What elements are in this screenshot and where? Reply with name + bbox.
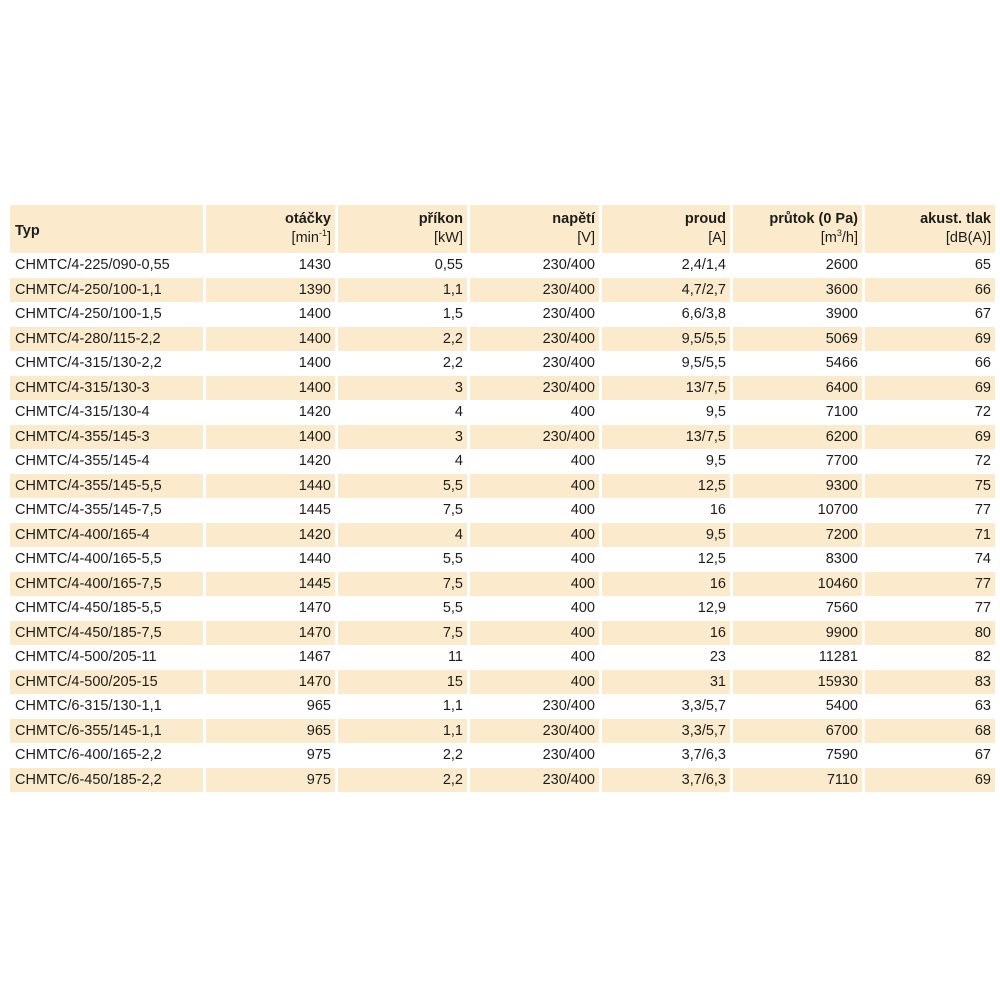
header-name: otáčky	[285, 211, 331, 227]
cell-prutok: 10460	[733, 572, 862, 597]
table-row	[10, 572, 995, 597]
cell-prutok: 2600	[733, 253, 862, 278]
cell-prikon: 1,1	[338, 694, 467, 719]
cell-prutok: 7110	[733, 768, 862, 793]
header-unit: [dB(A)]	[945, 230, 991, 246]
cell-otacky: 1400	[206, 327, 335, 352]
table-row	[10, 425, 995, 450]
cell-typ: CHMTC/4-315/130-4	[10, 400, 203, 425]
unit-post: /h]	[841, 230, 858, 246]
cell-prutok: 5069	[733, 327, 862, 352]
cell-prikon: 0,55	[338, 253, 467, 278]
table-row	[10, 743, 995, 768]
header-unit	[737, 229, 858, 248]
cell-otacky: 1470	[206, 670, 335, 695]
table-row	[10, 253, 995, 278]
cell-napeti: 230/400	[470, 302, 599, 327]
cell-proud: 9,5	[602, 449, 730, 474]
cell-prikon: 2,2	[338, 351, 467, 376]
cell-prutok: 10700	[733, 498, 862, 523]
cell-napeti: 400	[470, 474, 599, 499]
cell-typ: CHMTC/4-280/115-2,2	[10, 327, 203, 352]
table-row	[10, 719, 995, 744]
table-row	[10, 596, 995, 621]
cell-typ: CHMTC/4-315/130-3	[10, 376, 203, 401]
header-proud	[602, 205, 730, 253]
header-napeti	[470, 205, 599, 253]
cell-napeti: 400	[470, 596, 599, 621]
cell-otacky: 1470	[206, 621, 335, 646]
cell-napeti: 230/400	[470, 351, 599, 376]
cell-otacky: 1400	[206, 376, 335, 401]
cell-typ: CHMTC/6-355/145-1,1	[10, 719, 203, 744]
table-row	[10, 400, 995, 425]
cell-proud: 9,5/5,5	[602, 351, 730, 376]
cell-akust-tlak: 69	[865, 768, 995, 793]
cell-napeti: 230/400	[470, 743, 599, 768]
cell-napeti: 400	[470, 449, 599, 474]
cell-akust-tlak: 77	[865, 572, 995, 597]
cell-otacky: 1445	[206, 498, 335, 523]
cell-typ: CHMTC/4-250/100-1,5	[10, 302, 203, 327]
cell-akust-tlak: 68	[865, 719, 995, 744]
cell-prikon: 1,1	[338, 719, 467, 744]
cell-prikon: 7,5	[338, 621, 467, 646]
header-prikon	[338, 205, 467, 253]
table-row	[10, 351, 995, 376]
table-row	[10, 278, 995, 303]
cell-akust-tlak: 66	[865, 278, 995, 303]
cell-prikon: 3	[338, 376, 467, 401]
cell-prutok: 5400	[733, 694, 862, 719]
cell-proud: 3,3/5,7	[602, 694, 730, 719]
cell-typ: CHMTC/6-450/185-2,2	[10, 768, 203, 793]
cell-prikon: 1,1	[338, 278, 467, 303]
table-row	[10, 768, 995, 793]
cell-prutok: 9300	[733, 474, 862, 499]
cell-typ: CHMTC/4-400/165-5,5	[10, 547, 203, 572]
cell-otacky: 1420	[206, 400, 335, 425]
cell-typ: CHMTC/4-355/145-7,5	[10, 498, 203, 523]
cell-typ: CHMTC/4-400/165-4	[10, 523, 203, 548]
cell-prutok: 6200	[733, 425, 862, 450]
cell-proud: 3,7/6,3	[602, 743, 730, 768]
cell-napeti: 230/400	[470, 425, 599, 450]
cell-otacky: 1420	[206, 523, 335, 548]
cell-prutok: 7100	[733, 400, 862, 425]
cell-akust-tlak: 71	[865, 523, 995, 548]
header-prutok	[733, 205, 862, 253]
unit-sup: -1	[318, 228, 327, 239]
cell-otacky: 965	[206, 719, 335, 744]
cell-napeti: 400	[470, 400, 599, 425]
cell-proud: 12,9	[602, 596, 730, 621]
cell-proud: 13/7,5	[602, 425, 730, 450]
cell-typ: CHMTC/4-500/205-11	[10, 645, 203, 670]
cell-proud: 3,7/6,3	[602, 768, 730, 793]
cell-prikon: 11	[338, 645, 467, 670]
cell-prutok: 5466	[733, 351, 862, 376]
cell-prutok: 7200	[733, 523, 862, 548]
cell-proud: 12,5	[602, 474, 730, 499]
cell-akust-tlak: 65	[865, 253, 995, 278]
cell-proud: 6,6/3,8	[602, 302, 730, 327]
cell-napeti: 230/400	[470, 768, 599, 793]
cell-prikon: 3	[338, 425, 467, 450]
cell-proud: 23	[602, 645, 730, 670]
cell-akust-tlak: 72	[865, 400, 995, 425]
cell-typ: CHMTC/4-500/205-15	[10, 670, 203, 695]
cell-prutok: 8300	[733, 547, 862, 572]
cell-otacky: 1440	[206, 547, 335, 572]
cell-proud: 3,3/5,7	[602, 719, 730, 744]
table-row	[10, 449, 995, 474]
cell-akust-tlak: 67	[865, 743, 995, 768]
cell-proud: 12,5	[602, 547, 730, 572]
cell-proud: 2,4/1,4	[602, 253, 730, 278]
cell-akust-tlak: 82	[865, 645, 995, 670]
cell-napeti: 230/400	[470, 327, 599, 352]
header-name: napětí	[552, 211, 595, 227]
cell-akust-tlak: 83	[865, 670, 995, 695]
cell-prikon: 5,5	[338, 547, 467, 572]
cell-prikon: 2,2	[338, 768, 467, 793]
table-row	[10, 694, 995, 719]
cell-prikon: 7,5	[338, 498, 467, 523]
cell-akust-tlak: 69	[865, 425, 995, 450]
cell-typ: CHMTC/4-400/165-7,5	[10, 572, 203, 597]
cell-prutok: 3600	[733, 278, 862, 303]
cell-prutok: 11281	[733, 645, 862, 670]
cell-akust-tlak: 77	[865, 498, 995, 523]
unit-sup: 3	[836, 228, 842, 239]
cell-prikon: 1,5	[338, 302, 467, 327]
cell-otacky: 965	[206, 694, 335, 719]
cell-typ: CHMTC/4-355/145-3	[10, 425, 203, 450]
cell-proud: 9,5	[602, 523, 730, 548]
cell-prikon: 2,2	[338, 743, 467, 768]
unit-post: ]	[326, 230, 331, 246]
cell-prutok: 9900	[733, 621, 862, 646]
header-name: proud	[684, 211, 726, 227]
cell-otacky: 1430	[206, 253, 335, 278]
cell-typ: CHMTC/4-450/185-7,5	[10, 621, 203, 646]
cell-otacky: 1400	[206, 351, 335, 376]
cell-proud: 9,5/5,5	[602, 327, 730, 352]
cell-otacky: 1440	[206, 474, 335, 499]
cell-proud: 13/7,5	[602, 376, 730, 401]
cell-napeti: 400	[470, 645, 599, 670]
header-unit: [kW]	[434, 230, 463, 246]
header-name: Typ	[15, 222, 40, 239]
header-typ	[10, 205, 203, 253]
cell-otacky: 1470	[206, 596, 335, 621]
cell-napeti: 400	[470, 547, 599, 572]
cell-typ: CHMTC/4-225/090-0,55	[10, 253, 203, 278]
cell-napeti: 230/400	[470, 253, 599, 278]
cell-proud: 4,7/2,7	[602, 278, 730, 303]
unit-pre: [m	[820, 230, 837, 246]
cell-otacky: 1420	[206, 449, 335, 474]
cell-prikon: 4	[338, 449, 467, 474]
cell-prikon: 2,2	[338, 327, 467, 352]
header-akust-tlak	[865, 205, 995, 253]
cell-akust-tlak: 72	[865, 449, 995, 474]
cell-prikon: 4	[338, 400, 467, 425]
cell-napeti: 230/400	[470, 278, 599, 303]
table-row	[10, 327, 995, 352]
cell-prutok: 7700	[733, 449, 862, 474]
cell-akust-tlak: 80	[865, 621, 995, 646]
cell-akust-tlak: 69	[865, 376, 995, 401]
cell-otacky: 1445	[206, 572, 335, 597]
cell-proud: 16	[602, 498, 730, 523]
cell-otacky: 1467	[206, 645, 335, 670]
cell-napeti: 400	[470, 523, 599, 548]
table-body	[10, 253, 995, 792]
cell-typ: CHMTC/4-450/185-5,5	[10, 596, 203, 621]
table-row	[10, 670, 995, 695]
cell-akust-tlak: 69	[865, 327, 995, 352]
cell-proud: 9,5	[602, 400, 730, 425]
table-row	[10, 474, 995, 499]
header-otacky	[206, 205, 335, 253]
cell-typ: CHMTC/4-355/145-5,5	[10, 474, 203, 499]
table-row	[10, 547, 995, 572]
table-row	[10, 523, 995, 548]
table-row	[10, 302, 995, 327]
header-unit: [V]	[577, 230, 595, 246]
cell-napeti: 400	[470, 621, 599, 646]
cell-napeti: 230/400	[470, 376, 599, 401]
header-name: akust. tlak	[920, 211, 991, 227]
cell-typ: CHMTC/6-315/130-1,1	[10, 694, 203, 719]
cell-akust-tlak: 63	[865, 694, 995, 719]
cell-otacky: 975	[206, 768, 335, 793]
table-header	[10, 205, 995, 253]
cell-akust-tlak: 66	[865, 351, 995, 376]
cell-proud: 16	[602, 572, 730, 597]
unit-pre: [min	[291, 230, 319, 246]
cell-proud: 31	[602, 670, 730, 695]
cell-napeti: 400	[470, 572, 599, 597]
cell-prikon: 15	[338, 670, 467, 695]
cell-napeti: 230/400	[470, 719, 599, 744]
cell-napeti: 400	[470, 498, 599, 523]
cell-typ: CHMTC/4-315/130-2,2	[10, 351, 203, 376]
cell-otacky: 975	[206, 743, 335, 768]
cell-otacky: 1390	[206, 278, 335, 303]
cell-prutok: 15930	[733, 670, 862, 695]
cell-akust-tlak: 67	[865, 302, 995, 327]
cell-typ: CHMTC/6-400/165-2,2	[10, 743, 203, 768]
header-unit	[210, 229, 331, 248]
cell-prutok: 7560	[733, 596, 862, 621]
cell-akust-tlak: 75	[865, 474, 995, 499]
cell-prutok: 7590	[733, 743, 862, 768]
table-row	[10, 376, 995, 401]
table-row	[10, 621, 995, 646]
table-row	[10, 498, 995, 523]
header-unit: [A]	[708, 230, 726, 246]
cell-napeti: 400	[470, 670, 599, 695]
header-name: průtok (0 Pa)	[769, 211, 858, 227]
cell-otacky: 1400	[206, 302, 335, 327]
spec-table	[7, 205, 998, 792]
cell-akust-tlak: 74	[865, 547, 995, 572]
cell-proud: 16	[602, 621, 730, 646]
cell-prutok: 6400	[733, 376, 862, 401]
table-row	[10, 645, 995, 670]
cell-typ: CHMTC/4-355/145-4	[10, 449, 203, 474]
header-row	[10, 205, 995, 253]
header-name: příkon	[418, 211, 463, 227]
cell-akust-tlak: 77	[865, 596, 995, 621]
cell-napeti: 230/400	[470, 694, 599, 719]
cell-prutok: 6700	[733, 719, 862, 744]
cell-prutok: 3900	[733, 302, 862, 327]
cell-otacky: 1400	[206, 425, 335, 450]
cell-prikon: 4	[338, 523, 467, 548]
cell-prikon: 5,5	[338, 474, 467, 499]
cell-typ: CHMTC/4-250/100-1,1	[10, 278, 203, 303]
cell-prikon: 5,5	[338, 596, 467, 621]
cell-prikon: 7,5	[338, 572, 467, 597]
